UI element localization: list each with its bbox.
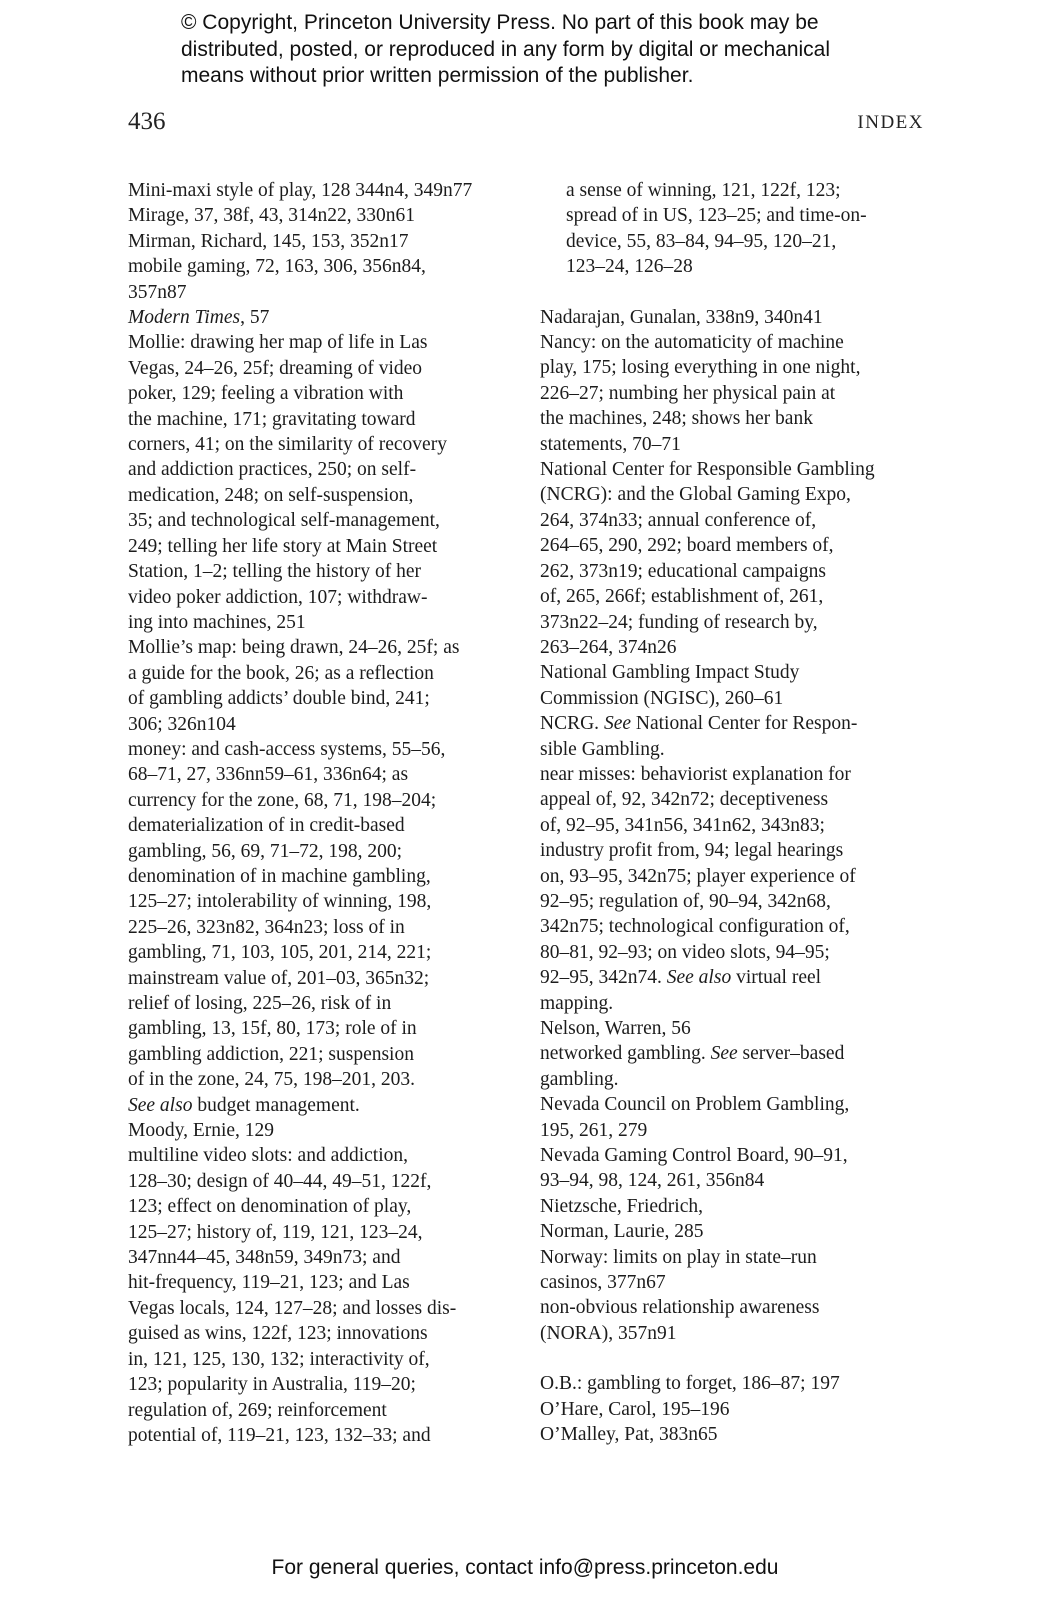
index-entry: Nevada Council on Problem Gambling, 195, 261, 279 xyxy=(540,1094,850,1141)
letter-gap xyxy=(540,280,932,305)
page-number: 436 xyxy=(128,108,166,135)
index-entry: mobile gaming, 72, 163, 306, 356n84, 357n87 xyxy=(128,256,426,303)
index-entry: National Gambling Impact Study Commission (NGISC), 260–61 xyxy=(540,662,800,709)
index-entry: multiline video slots: and addiction, 128–30; design of 40–44, 49–51, 122f, 123; effect on denomination of play, 125–27; history of, 119, 121, 123–24, 347nn44–45, 348n59, 349n73; and hit-frequency, 119–21, 123; and Las Vegas locals, 124, 127–28; and losses dis- guised as wins, 122f, 123; innovations in, 121, 125, 130, 132; interactivity of, 123; popularity in Australia, 119–20; regulation of, 269; reinforcement potential of, 119–21, 123, 132–33; and xyxy=(128,1145,457,1446)
index-entry: Nancy: on the automaticity of machine play, 175; losing everything in one night, 226–27; numbing her physical pain at the machines, 248; shows her bank statements, 70–71 xyxy=(540,332,861,455)
index-entry: Mollie’s map: being drawn, 24–26, 25f; as a guide for the book, 26; as a reflection of gambling addicts’ double bind, 241; 306; 326n104 xyxy=(128,637,460,735)
copyright-line: means without prior written permission of the publisher. xyxy=(181,64,694,87)
footer-contact: For general queries, contact info@press.princeton.edu xyxy=(271,1556,779,1579)
index-entry: Norway: limits on play in state–run casinos, 377n67 xyxy=(540,1246,817,1294)
index-entry: Mollie: drawing her map of life in Las Vegas, 24–26, 25f; dreaming of video poker, 129; feeling a vibration with the machine, 171; gravitating toward corners, 41; on the similarity of recovery and addiction practices, 250; on self- medication, 248; on self-suspension, 35; and technological self-management, 249; telling her life story at Main Street Station, 1–2; telling the history of her video poker addiction, 107; withdraw- ing into machines, 251 xyxy=(128,332,447,633)
index-entry: O’Malley, Pat, 383n65 xyxy=(540,1424,718,1446)
index-entry: O’Hare, Carol, 195–196 xyxy=(540,1398,730,1420)
index-entry: Nietzsche, Friedrich, xyxy=(540,1195,703,1217)
index-entry: near misses: behaviorist explanation for appeal of, 92, 342n72; deceptiveness of, 92–95, 341n56, 341n62, 343n83; industry profit from, 94; legal hearings on, 93–95, 342n75; player experience of 92–95; regulation of, 90–94, 342n68, 342n75; technological configuration of, 80–81, 92–93; on video slots, 94–95; 92–95, 342n74. See also virtual reel mapping. xyxy=(540,763,856,1014)
index-entry: Modern Times, 57 xyxy=(128,307,270,329)
index-entry: Moody, Ernie, 129 xyxy=(128,1120,275,1142)
index-entry-continued: a sense of winning, 121, 122f, 123; spread of in US, 123–25; and time-on- device, 55, 83–84, 94–95, 120–21, 123–24, 126–28 xyxy=(566,180,867,278)
copyright-line: distributed, posted, or reproduced in any form by digital or mechanical xyxy=(181,37,831,61)
index-entry: Mirman, Richard, 145, 153, 352n17 xyxy=(128,230,409,252)
index-entry: money: and cash-access systems, 55–56, 68–71, 27, 336nn59–61, 336n64; as currency for the zone, 68, 71, 198–204; dematerialization of in credit-based gambling, 56, 69, 71–72, 198, 200; denomination of in machine gambling, 125–27; intolerability of winning, 198, 225–26, 323n82, 364n23; loss of in gambling, 71, 103, 105, 201, 214, 221; mainstream value of, 201–03, 365n32; relief of losing, 225–26, risk of in gambling, 13, 15f, 80, 173; role of in gambling addiction, 221; suspension of in the zone, 24, 75, 198–201, 203. See also budget management. xyxy=(128,738,446,1116)
index-entry: Nelson, Warren, 56 xyxy=(540,1018,691,1039)
index-entry: O.B.: gambling to forget, 186–87; 197 xyxy=(540,1373,840,1395)
index-entry: Nadarajan, Gunalan, 338n9, 340n41 xyxy=(540,306,823,328)
copyright-notice xyxy=(181,10,941,90)
letter-gap xyxy=(540,1346,932,1371)
index-entry: NCRG. See National Center for Respon- sible Gambling. xyxy=(540,713,858,760)
index-column-right xyxy=(540,178,932,1448)
index-entry: Mini-maxi style of play, 128 344n4, 349n77 xyxy=(128,180,473,201)
index-entry: non-obvious relationship awareness (NORA), 357n91 xyxy=(540,1297,820,1344)
index-entry: Nevada Gaming Control Board, 90–91, 93–94, 98, 124, 261, 356n84 xyxy=(540,1145,848,1192)
index-entry: Norman, Laurie, 285 xyxy=(540,1221,704,1243)
index-entry: networked gambling. See server–based gambling. xyxy=(540,1043,845,1090)
section-title: INDEX xyxy=(857,112,924,133)
copyright-line: © Copyright, Princeton University Press. No part of this book may be xyxy=(181,11,819,34)
index-entry: National Center for Responsible Gambling (NCRG): and the Global Gaming Expo, 264, 374n33; annual conference of, 264–65, 290, 292; board members of, 262, 373n19; educational campaigns of, 265, 266f; establishment of, 261, 373n22–24; funding of research by, 263–264, 374n26 xyxy=(540,459,875,658)
index-entry: Mirage, 37, 38f, 43, 314n22, 330n61 xyxy=(128,205,416,227)
index-column-left xyxy=(128,178,512,1448)
